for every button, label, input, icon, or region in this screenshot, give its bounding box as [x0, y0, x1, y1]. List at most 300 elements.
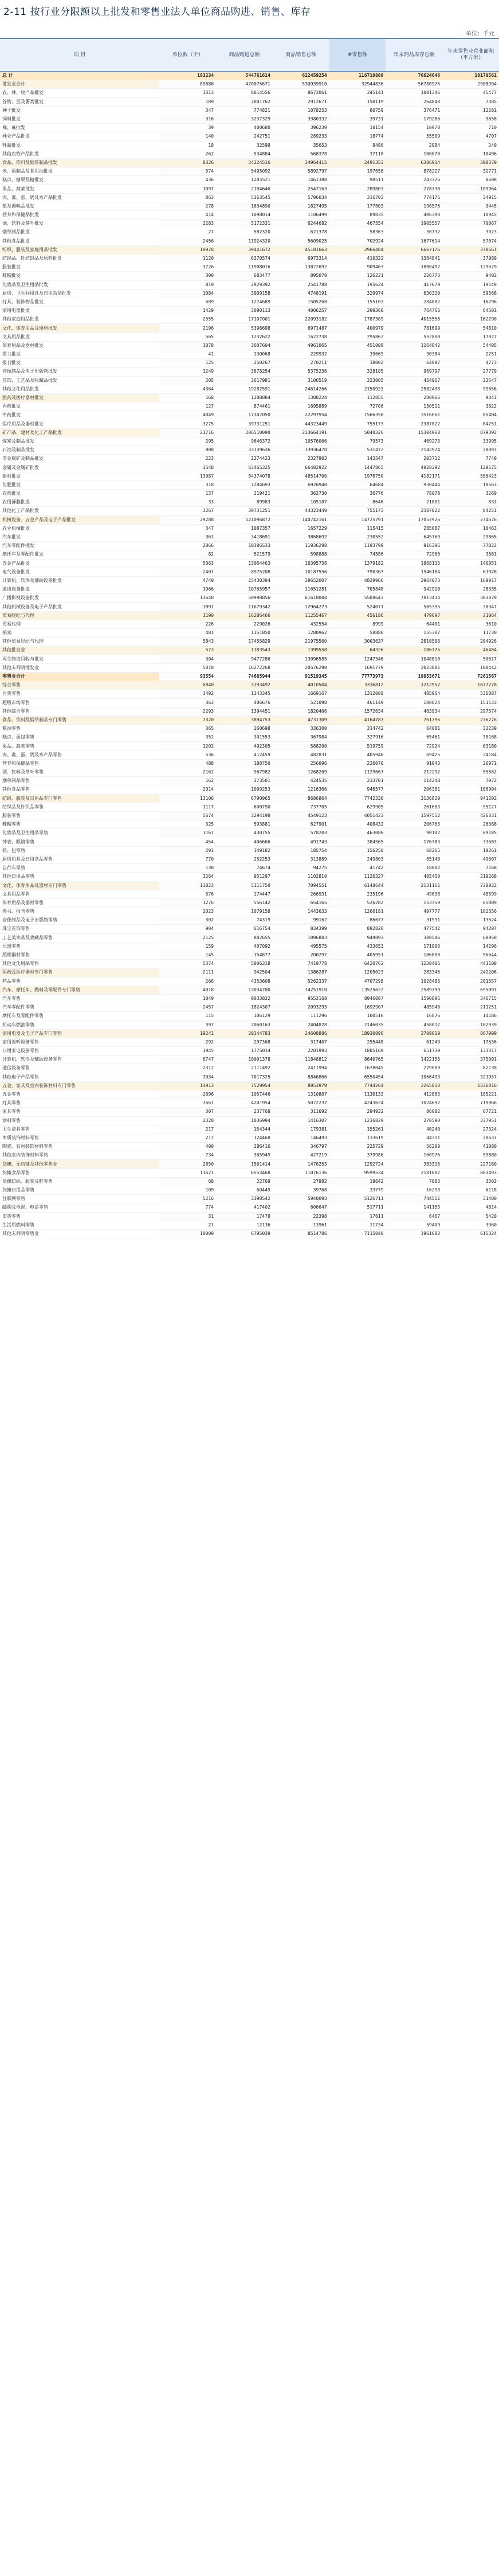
row-label: 粮油零售 [0, 725, 159, 733]
row-value: 289233 [273, 132, 329, 141]
row-value: 60958 [442, 933, 499, 942]
table-row [0, 498, 499, 507]
table-row [0, 890, 499, 898]
table-row [0, 620, 499, 628]
row-value: 84374078 [216, 472, 273, 480]
row-value: 6790965 [216, 794, 273, 803]
row-value: 1880492 [386, 263, 442, 272]
table-row [0, 176, 499, 185]
row-value: 491743 [273, 838, 329, 846]
row-value: 469273 [386, 437, 442, 445]
row-value: 72706 [329, 402, 386, 411]
row-value: 39731 [329, 115, 386, 123]
row-value: 27982 [273, 1177, 329, 1186]
row-value: 424535 [273, 777, 329, 785]
row-value: 27779 [442, 368, 499, 376]
row-value: 3264 [159, 873, 216, 881]
row-value: 11924320 [216, 237, 273, 245]
row-value: 197658 [329, 167, 386, 176]
table-row [0, 97, 499, 106]
row-value: 582320 [216, 228, 273, 237]
row-value: 39731251 [216, 420, 273, 428]
row-value: 6667176 [386, 245, 442, 254]
row-value: 5111750 [216, 881, 273, 890]
row-value: 373501 [216, 777, 273, 785]
row-value: 13034700 [216, 986, 273, 994]
table-row [0, 1133, 499, 1142]
row-label: 厨房、卫生间用具及日用杂货批发 [0, 289, 159, 298]
row-value: 463086 [329, 829, 386, 838]
row-value: 904 [159, 925, 216, 933]
row-value: 28897 [442, 446, 499, 455]
row-value: 7385 [442, 97, 499, 106]
row-value: 63465325 [216, 463, 273, 472]
row-value: 242751 [216, 132, 273, 141]
row-value: 13087 [159, 472, 216, 480]
table-row [0, 855, 499, 863]
row-value: 159 [159, 942, 216, 951]
table-row [0, 690, 499, 698]
row-value: 126221 [329, 272, 386, 280]
row-value: 1384841 [386, 254, 442, 263]
table-row [0, 237, 499, 245]
row-label: 珠宝首饰零售 [0, 925, 159, 933]
row-value: 863 [159, 193, 216, 202]
table-row [0, 663, 499, 672]
row-value: 365949 [216, 1151, 273, 1160]
row-value: 606647 [273, 1203, 329, 1212]
row-value: 9033832 [216, 994, 273, 1003]
row-value: 1024697 [386, 1099, 442, 1108]
row-value: 2125 [159, 933, 216, 942]
table-row [0, 1203, 499, 1212]
row-value: 143347 [329, 455, 386, 463]
row-label: 鞋帽零售 [0, 820, 159, 829]
table-row [0, 341, 499, 350]
row-value: 1268209 [273, 768, 329, 777]
row-value: 313889 [273, 855, 329, 863]
table-row [0, 908, 499, 916]
row-value: 99162 [273, 916, 329, 925]
row-value: 479697 [386, 611, 442, 620]
table-row [0, 228, 499, 237]
row-value: 49607 [442, 855, 499, 863]
row-value: 3868692 [273, 533, 329, 541]
table-row [0, 811, 499, 820]
row-label: 图书、报刊零售 [0, 908, 159, 916]
row-value: 1961682 [386, 1229, 442, 1238]
table-row [0, 742, 499, 750]
row-value: 1183543 [216, 646, 273, 655]
row-value: 61928 [442, 568, 499, 576]
row-value: 10496 [442, 150, 499, 158]
row-value: 1120 [159, 254, 216, 263]
row-value: 255448 [329, 1038, 386, 1046]
row-value: 1379182 [329, 559, 386, 568]
row-label: 其他家庭用品批发 [0, 315, 159, 324]
col-header-item: 项 目 [0, 38, 159, 72]
row-value: 94297 [442, 925, 499, 933]
table-row [0, 515, 499, 524]
row-value: 407092 [216, 942, 273, 951]
row-value: 2201993 [273, 1047, 329, 1056]
row-label: 纺织品及针织品零售 [0, 803, 159, 811]
row-value: 454 [159, 838, 216, 846]
table-row [0, 638, 499, 646]
table-row [0, 873, 499, 881]
table-row [0, 672, 499, 681]
row-label: 乐器零售 [0, 942, 159, 951]
row-value: 65089 [442, 898, 499, 907]
row-label: 卫生洁具零售 [0, 1125, 159, 1133]
row-value: 1386287 [273, 968, 329, 977]
row-value: 2582438 [386, 385, 442, 393]
row-value: 91943 [386, 759, 442, 768]
row-label: 箱、包零售 [0, 846, 159, 855]
row-value: 4814 [442, 1203, 499, 1212]
table-row [0, 1021, 499, 1029]
row-value: 32239 [442, 725, 499, 733]
row-value: 289803 [329, 185, 386, 193]
row-value: 598888 [273, 550, 329, 559]
row-value: 68 [159, 1177, 216, 1186]
row-value: 217 [159, 1125, 216, 1133]
row-label: 汽车零配件批发 [0, 542, 159, 550]
row-value: 8946087 [329, 994, 386, 1003]
row-value: 895070 [273, 272, 329, 280]
table-row [0, 376, 499, 385]
row-label: 家具零售 [0, 1108, 159, 1116]
row-value: 1820406 [273, 707, 329, 716]
row-value: 969797 [386, 368, 442, 376]
row-value: 1249 [159, 368, 216, 376]
row-value: 36776 [329, 490, 386, 498]
row-value: 8846866 [273, 1073, 329, 1081]
row-value: 2196 [159, 324, 216, 333]
row-value: 32599 [216, 141, 273, 150]
row-value: 266 [159, 977, 216, 986]
row-value: 19282591 [216, 385, 273, 393]
row-value: 229026 [216, 620, 273, 628]
row-value: 176783 [386, 838, 442, 846]
row-value: 346715 [442, 994, 499, 1003]
row-label: 汽车零配件零售 [0, 1003, 159, 1012]
row-value: 61618004 [273, 594, 329, 603]
row-value: 30732 [386, 228, 442, 237]
row-value: 10978 [159, 245, 216, 254]
row-value: 18802 [386, 864, 442, 873]
row-value: 93554 [159, 672, 216, 681]
table-row [0, 603, 499, 611]
row-value: 278738 [386, 185, 442, 193]
table-row [0, 446, 499, 455]
row-value: 102939 [442, 1021, 499, 1029]
row-value: 109964 [442, 185, 499, 193]
row-value: 1292724 [329, 1160, 386, 1168]
row-value: 2283 [159, 220, 216, 228]
row-value: 1049 [159, 994, 216, 1003]
row-value: 481 [159, 629, 216, 638]
table-row [0, 881, 499, 890]
row-value: 10765957 [216, 585, 273, 594]
row-value: 3610 [442, 620, 499, 628]
row-value: 2194646 [216, 185, 273, 193]
row-value: 33995 [442, 437, 499, 445]
row-value: 5040326 [329, 428, 386, 437]
row-value: 84251 [442, 420, 499, 428]
row-label: 纺织、服装及日用品专门零售 [0, 794, 159, 803]
row-value: 1308224 [273, 393, 329, 402]
row-label: 灯具零售 [0, 1099, 159, 1108]
row-value: 10978 [386, 124, 442, 132]
row-value: 11255467 [273, 611, 329, 620]
row-value: 9445 [442, 202, 499, 210]
table-row [0, 298, 499, 306]
row-value: 1691779 [329, 663, 386, 672]
row-value: 909463 [329, 263, 386, 272]
row-value: 5940093 [273, 1195, 329, 1203]
row-value: 576 [159, 890, 216, 898]
row-value: 5806318 [216, 960, 273, 968]
row-value: 19149 [442, 280, 499, 289]
row-value: 803493 [442, 1168, 499, 1177]
row-value: 1561414 [216, 1160, 273, 1168]
row-value: 10945 [442, 211, 499, 220]
row-label: 日用家电设备零售 [0, 1047, 159, 1056]
row-value: 6370574 [216, 254, 273, 263]
row-label: 酒、饮料及茶叶零售 [0, 768, 159, 777]
row-value: 8999 [329, 620, 386, 628]
row-value: 9599534 [329, 1168, 386, 1177]
table-row [0, 750, 499, 759]
table-row [0, 437, 499, 445]
row-value: 1106499 [273, 211, 329, 220]
row-value: 477542 [386, 925, 442, 933]
row-value: 284082 [386, 298, 442, 306]
row-value: 790307 [329, 568, 386, 576]
row-value: 2491353 [329, 158, 386, 167]
row-value: 6148644 [329, 881, 386, 890]
row-value: 774176 [386, 193, 442, 202]
row-value: 470075671 [216, 80, 273, 89]
row-value: 2966484 [329, 245, 386, 254]
col-header-retail: #零售额 [329, 38, 386, 72]
row-value: 2093293 [273, 1003, 329, 1012]
row-value: 4353608 [216, 977, 273, 986]
row-value: 737705 [273, 803, 329, 811]
row-value: 276276 [442, 716, 499, 724]
row-value: 27 [159, 228, 216, 237]
row-value: 69425 [386, 750, 442, 759]
row-label: 木质装饰材料零售 [0, 1133, 159, 1142]
row-value: 69185 [442, 829, 499, 838]
row-value: 398379 [442, 158, 499, 167]
row-value: 761796 [386, 716, 442, 724]
row-value: 1212957 [386, 681, 442, 690]
row-value: 39 [159, 124, 216, 132]
row-value: 13064463 [216, 559, 273, 568]
row-value: 227160 [442, 1160, 499, 1168]
row-value: 1461380 [273, 176, 329, 185]
row-value: 14186 [442, 1012, 499, 1021]
row-label: 其他批发业 [0, 646, 159, 655]
row-value: 20637 [442, 1133, 499, 1142]
row-value: 115415 [329, 524, 386, 533]
row-value: 405946 [329, 750, 386, 759]
row-value: 3492 [159, 690, 216, 698]
table-row [0, 167, 499, 176]
row-value: 521579 [216, 550, 273, 559]
row-value: 33779 [329, 1186, 386, 1195]
row-label: 其他电子产品零售 [0, 1073, 159, 1081]
row-value: 186775 [386, 646, 442, 655]
row-value: 497777 [386, 908, 442, 916]
row-value: 226773 [386, 272, 442, 280]
row-value: 831 [442, 498, 499, 507]
row-label: 种子批发 [0, 106, 159, 115]
row-value: 40240 [386, 1125, 442, 1133]
row-value: 22769 [216, 1177, 273, 1186]
row-label: 果品、蔬菜零售 [0, 742, 159, 750]
row-value: 21716 [159, 428, 216, 437]
row-value: 4364 [159, 385, 216, 393]
row-value: 1945 [159, 1047, 216, 1056]
row-value: 5495092 [216, 167, 273, 176]
row-value: 412459 [216, 750, 273, 759]
row-value: 203712 [386, 455, 442, 463]
row-value: 112855 [329, 393, 386, 402]
table-row [0, 1186, 499, 1195]
table-row [0, 768, 499, 777]
row-value: 2555 [159, 315, 216, 324]
row-value: 318 [159, 480, 216, 489]
row-value: 2162 [159, 768, 216, 777]
row-value: 5070 [159, 663, 216, 672]
row-value: 878227 [386, 167, 442, 176]
row-value: 7972 [442, 777, 499, 785]
table-title: 2-11 按行业分限额以上批发和零售业法人单位商品购进、销售、库存 [3, 6, 311, 18]
row-value: 33936478 [273, 446, 329, 455]
row-label: 通讯设备批发 [0, 585, 159, 594]
row-label: 机动车燃油零售 [0, 1021, 159, 1029]
row-value: 37118 [329, 150, 386, 158]
row-value: 345141 [329, 89, 386, 97]
row-value: 141153 [386, 1203, 442, 1212]
row-value: 86082 [386, 1108, 442, 1116]
table-row [0, 272, 499, 280]
row-value: 4243624 [329, 1099, 386, 1108]
row-value: 204926 [442, 638, 499, 646]
row-value: 292 [159, 1038, 216, 1046]
row-label: 米、面制品及食用油批发 [0, 167, 159, 176]
table-header-row [0, 38, 499, 72]
row-value: 32944836 [329, 80, 386, 89]
row-value: 7115040 [329, 1229, 386, 1238]
table-row [0, 838, 499, 846]
table-row [0, 1160, 499, 1168]
row-value: 169917 [442, 576, 499, 585]
row-value: 64081 [386, 725, 442, 733]
row-value: 867999 [442, 1029, 499, 1038]
row-value: 3878254 [216, 368, 273, 376]
row-value: 6795039 [216, 1229, 273, 1238]
row-value: 155261 [329, 1125, 386, 1133]
row-value: 417402 [216, 1203, 273, 1212]
row-value: 54810 [442, 324, 499, 333]
row-label: 文化、体育用品及器材专门零售 [0, 881, 159, 890]
row-value: 12964273 [273, 603, 329, 611]
row-value: 328105 [329, 368, 386, 376]
row-value: 1274689 [216, 298, 273, 306]
row-value: 1190 [159, 611, 216, 620]
row-value: 33683 [442, 838, 499, 846]
row-value: 22547 [442, 376, 499, 385]
row-value: 60449 [216, 1186, 273, 1195]
row-value: 3548 [159, 463, 216, 472]
row-value: 573 [159, 646, 216, 655]
row-value: 294932 [329, 1108, 386, 1116]
row-value: 270211 [273, 359, 329, 368]
table-row [0, 333, 499, 341]
table-row [0, 141, 499, 150]
row-value: 4015556 [386, 315, 442, 324]
table-row [0, 1012, 499, 1021]
row-value: 18 [159, 141, 216, 150]
table-row [0, 411, 499, 420]
row-label: 图书批发 [0, 350, 159, 359]
row-value: 347 [159, 106, 216, 115]
row-value: 213664191 [273, 428, 329, 437]
row-value: 283346 [386, 968, 442, 977]
row-value: 56780975 [386, 80, 442, 89]
row-value: 121096872 [216, 515, 273, 524]
row-value: 1036994 [216, 1116, 273, 1125]
row-value: 2929392 [216, 280, 273, 289]
row-label: 照相器材零售 [0, 951, 159, 959]
row-label: 其他化工产品批发 [0, 507, 159, 515]
row-value: 26368 [442, 820, 499, 829]
row-label: 摩托车及零配件零售 [0, 1012, 159, 1021]
table-row [0, 402, 499, 411]
row-value: 689 [159, 298, 216, 306]
row-label: 汽车零售 [0, 994, 159, 1003]
table-row [0, 490, 499, 498]
row-value: 64326 [329, 646, 386, 655]
row-value: 67721 [442, 1108, 499, 1116]
row-value: 400979 [329, 324, 386, 333]
row-value: 151133 [442, 698, 499, 707]
row-label: 牲畜批发 [0, 141, 159, 150]
row-label: 生活用燃料零售 [0, 1221, 159, 1229]
row-label: 综合零售 [0, 681, 159, 690]
row-label: 其他机械设备及电子产品批发 [0, 603, 159, 611]
row-label: 互联网零售 [0, 1195, 159, 1203]
row-value: 361 [159, 533, 216, 541]
row-label: 体育用品及器材零售 [0, 898, 159, 907]
row-value: 2696 [159, 1090, 216, 1099]
row-value: 22398 [273, 1212, 329, 1221]
row-label: 百货零售 [0, 690, 159, 698]
table-row [0, 925, 499, 933]
row-value: 77822 [442, 542, 499, 550]
row-value: 621378 [273, 228, 329, 237]
row-value: 4961065 [273, 341, 329, 350]
row-value: 11651281 [273, 585, 329, 594]
row-label: 煤炭及制品批发 [0, 437, 159, 445]
row-value: 1096883 [273, 933, 329, 942]
row-value: 521098 [273, 698, 329, 707]
row-value: 380546 [386, 933, 442, 942]
